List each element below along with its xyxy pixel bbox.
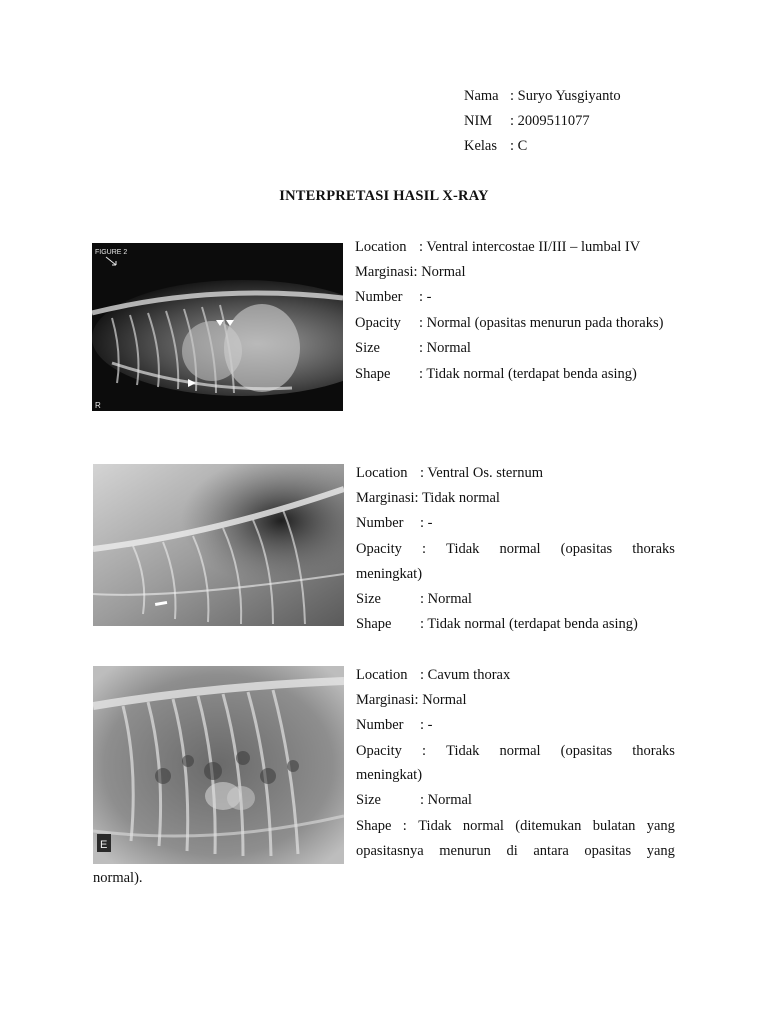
- case3-shape-line3: normal).: [93, 870, 143, 886]
- xray-corner-label: E: [100, 839, 108, 851]
- case1-location: Location : Ventral intercostae II/III – lumbal IV: [355, 239, 641, 255]
- xray-image-1: [92, 243, 343, 411]
- student-nim-row: [464, 111, 590, 131]
- case2-opacity: Opacity : Tidak normal (opasitas thoraks: [356, 541, 675, 557]
- case2-size: Size : Normal: [356, 591, 472, 607]
- xray-image-3: [93, 666, 344, 864]
- xray-corner-label: R: [95, 401, 101, 410]
- case2-shape: Shape : Tidak normal (terdapat benda asing): [356, 616, 638, 632]
- case1-size: Size : Normal: [355, 340, 471, 356]
- case2-number: Number : -: [356, 515, 433, 531]
- student-class-row: [464, 136, 527, 156]
- case3-size: Size : Normal: [356, 792, 472, 808]
- case2-location: Location : Ventral Os. sternum: [356, 465, 543, 481]
- case3-number: Number : -: [356, 717, 433, 733]
- case3-opacity: Opacity : Tidak normal (opasitas thoraks: [356, 743, 675, 759]
- student-name-row: [464, 86, 621, 106]
- case3-marginasi: Marginasi: Normal: [356, 692, 467, 708]
- name-label: Nama: [464, 88, 499, 104]
- nim-value: : 2009511077: [510, 113, 590, 129]
- name-value: : Suryo Yusgiyanto: [510, 88, 621, 104]
- nim-label: NIM: [464, 113, 493, 129]
- case2-opacity-cont: meningkat): [356, 566, 423, 582]
- case1-marginasi: Marginasi: Normal: [355, 264, 466, 280]
- case3-opacity-cont: meningkat): [356, 767, 423, 783]
- case2-marginasi: Marginasi: Tidak normal: [356, 490, 500, 506]
- case1-shape: Shape : Tidak normal (terdapat benda asing): [355, 366, 637, 382]
- page-title: INTERPRETASI HASIL X-RAY: [279, 188, 489, 204]
- case3-location: Location : Cavum thorax: [356, 667, 511, 683]
- class-label: Kelas: [464, 138, 498, 154]
- xray-caption: FIGURE 2: [95, 249, 128, 256]
- case3-shape: Shape : Tidak normal (ditemukan bulatan yang: [356, 818, 675, 834]
- xray-image-2: [93, 464, 344, 626]
- case1-number: Number : -: [355, 289, 432, 305]
- case1-opacity: Opacity : Normal (opasitas menurun pada thoraks): [355, 315, 664, 331]
- class-value: : C: [510, 138, 528, 154]
- case3-shape-line2: opasitasnya menurun di antara opasitas yang: [356, 843, 675, 859]
